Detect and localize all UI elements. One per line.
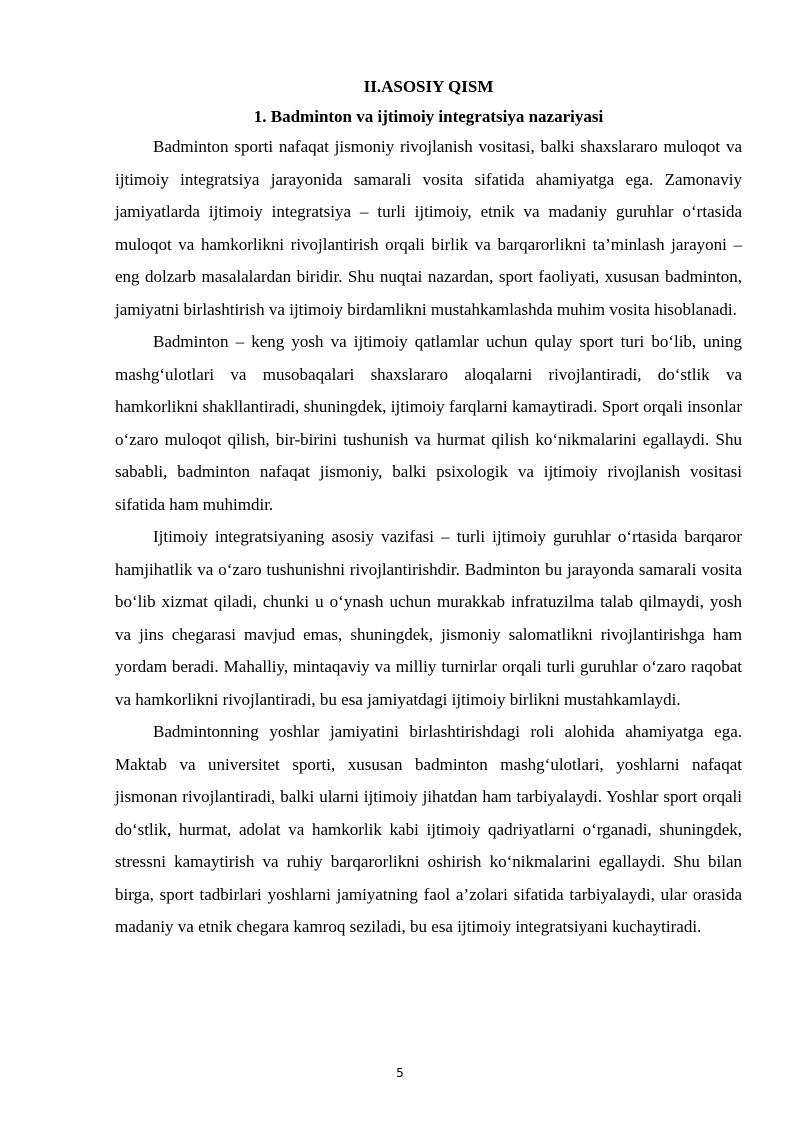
body-paragraph: Badminton – keng yosh va ijtimoiy qatlamlar uchun qulay sport turi bo‘lib, uning mashg‘ulotlari va musobaqalari shaxslararo aloqalarni rivojlantiradi, do‘stlik va hamkorlikni shakllantiradi, shuningdek, ijtimoiy farqlarni kamaytiradi. Sport orqali insonlar o‘zaro muloqot qilish, bir-birini tushunish va hurmat qilish ko‘nikmalarini egallaydi. Shu sababli, badminton nafaqat jismoniy, balki psixologik va ijtimoiy rivojlanish vositasi sifatida ham muhimdir. bbox=[115, 332, 742, 514]
page-body bbox=[115, 76, 742, 944]
body-paragraph: Ijtimoiy integratsiyaning asosiy vazifasi – turli ijtimoiy guruhlar o‘rtasida barqaror hamjihatlik va o‘zaro tushunishni rivojlantirishdir. Badminton bu jarayonda samarali vosita bo‘lib xizmat qiladi, chunki u o‘ynash uchun murakkab infratuzilma talab qilmaydi, yosh va jins chegarasi mavjud emas, shuningdek, jismoniy salomatlikni rivojlantirishga ham yordam beradi. Mahalliy, mintaqaviy va milliy turnirlar orqali turli guruhlar o‘zaro raqobat va hamkorlikni rivojlantiradi, bu esa jamiyatdagi ijtimoiy birlikni mustahkamlaydi. bbox=[115, 527, 742, 709]
body-paragraph: Badminton sporti nafaqat jismoniy rivojlanish vositasi, balki shaxslararo muloqot va ijtimoiy integratsiya jarayonida samarali vosita sifatida ahamiyatga ega. Zamonaviy jamiyatlarda ijtimoiy integratsiya – turli ijtimoiy, etnik va madaniy guruhlar o‘rtasida muloqot va hamkorlikni rivojlantirish orqali birlik va barqarorlikni ta’minlash jarayoni – eng dolzarb masalalardan biridir. Shu nuqtai nazardan, sport faoliyati, xususan badminton, jamiyatni birlashtirish va ijtimoiy birdamlikni mustahkamlashda muhim vosita hisoblanadi. bbox=[115, 137, 742, 319]
section-title: II.ASOSIY QISM bbox=[363, 77, 494, 96]
page-number: 5 bbox=[396, 1066, 404, 1080]
subsection-title: 1. Badminton va ijtimoiy integratsiya nazariyasi bbox=[253, 107, 604, 126]
body-paragraph: Badmintonning yoshlar jamiyatini birlashtirishdagi roli alohida ahamiyatga ega. Maktab va universitet sporti, xususan badminton mashg‘ulotlari, yoshlarni nafaqat jismonan rivojlantiradi, balki ularni ijtimoiy jihatdan ham tarbiyalaydi. Yoshlar sport orqali do‘stlik, hurmat, adolat va hamkorlik kabi ijtimoiy qadriyatlarni o‘rganadi, shuningdek, stressni kamaytirish va ruhiy barqarorlikni oshirish ko‘nikmalarini egallaydi. Shu bilan birga, sport tadbirlari yoshlarni jamiyatning faol a’zolari sifatida tarbiyalaydi, ular orasida madaniy va etnik chegara kamroq seziladi, bu esa ijtimoiy integratsiyani kuchaytiradi. bbox=[115, 722, 742, 936]
